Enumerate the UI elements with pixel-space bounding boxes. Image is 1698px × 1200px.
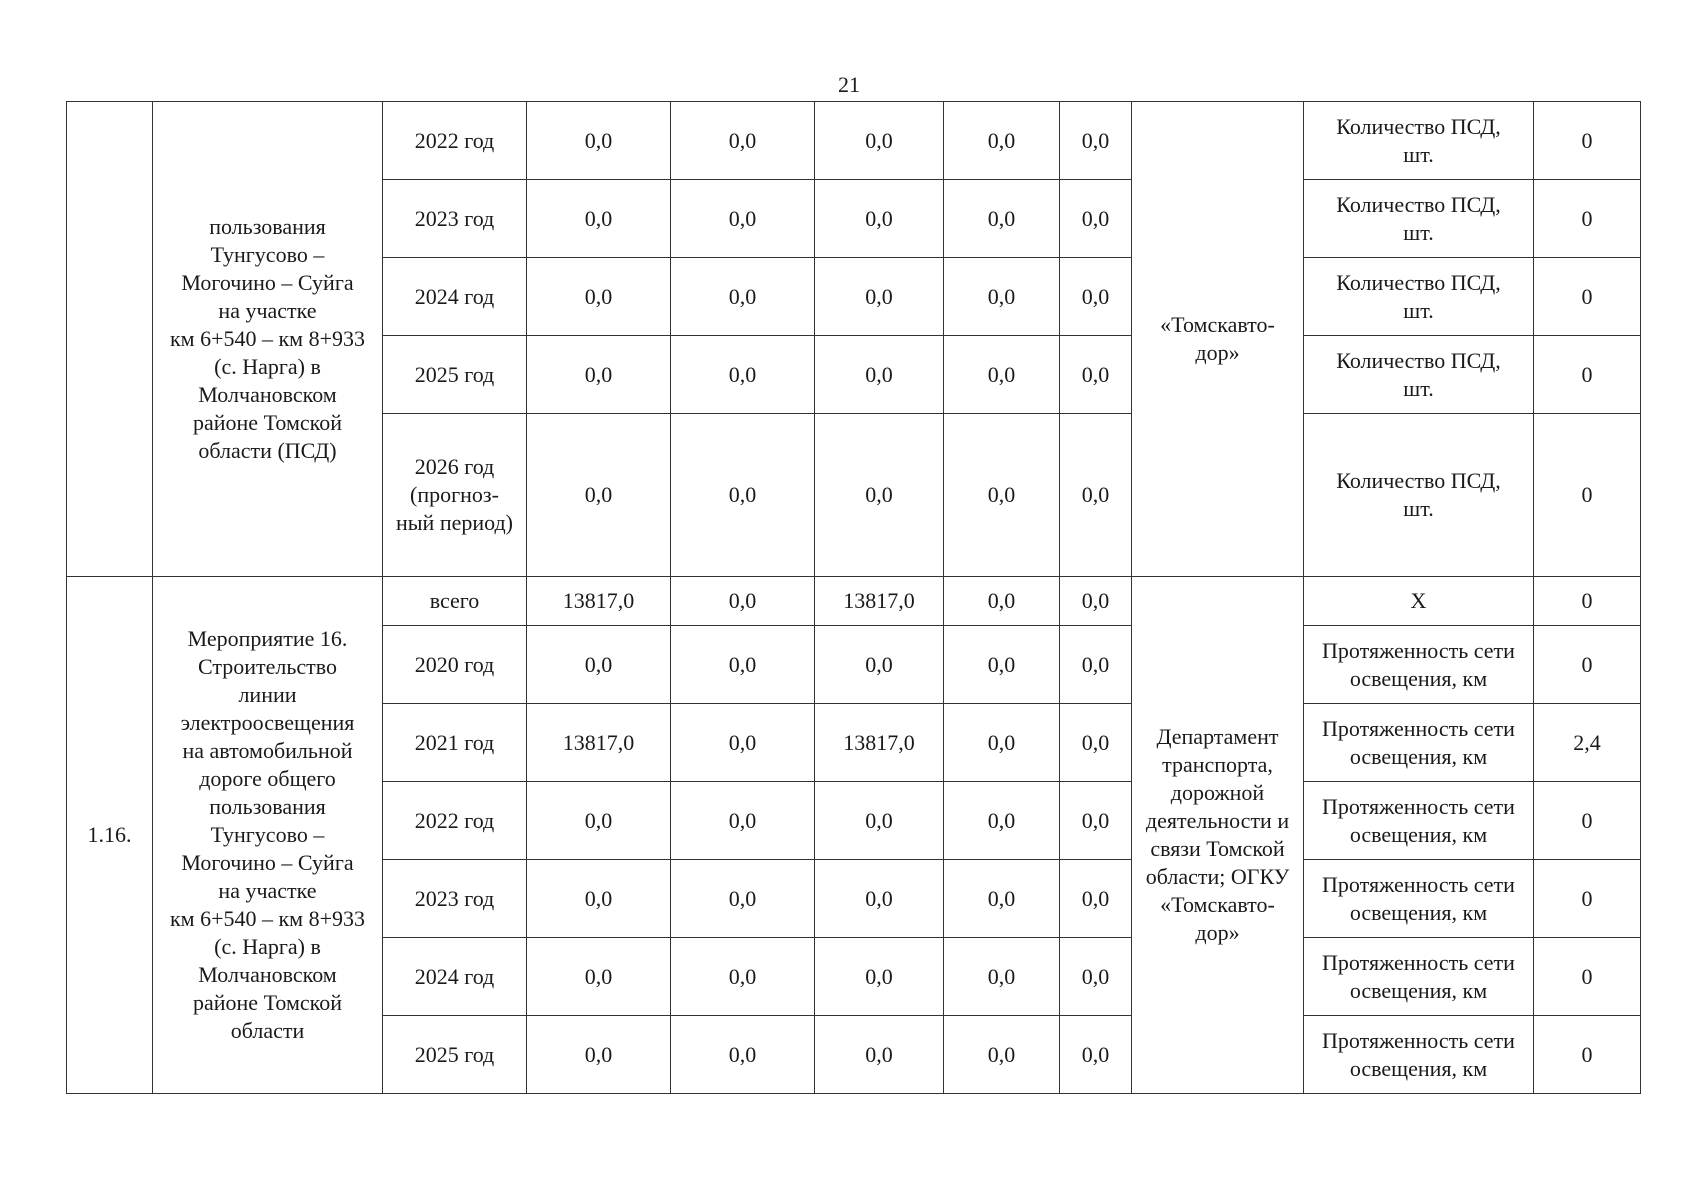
year-cell: 2024 год: [383, 938, 527, 1016]
value-cell: 0,0: [815, 102, 944, 180]
year-cell: 2024 год: [383, 258, 527, 336]
page-number: 21: [838, 72, 860, 97]
value-cell: 0,0: [527, 180, 671, 258]
value-cell: 0,0: [944, 577, 1060, 626]
indicator-cell: Количество ПСД, шт.: [1304, 258, 1534, 336]
indicator-cell: Протяженность сети освещения, км: [1304, 1016, 1534, 1094]
year-cell: 2026 год (прогноз- ный период): [383, 414, 527, 577]
value-cell: 0,0: [815, 258, 944, 336]
row-number-cell: [67, 102, 153, 577]
indicator-value-cell: 2,4: [1534, 704, 1641, 782]
indicator-value-cell: 0: [1534, 414, 1641, 577]
indicator-value-cell: 0: [1534, 782, 1641, 860]
value-cell: 0,0: [1060, 626, 1132, 704]
indicator-cell: Протяженность сети освещения, км: [1304, 626, 1534, 704]
year-cell: 2023 год: [383, 180, 527, 258]
value-cell: 0,0: [671, 102, 815, 180]
value-cell: 0,0: [527, 414, 671, 577]
value-cell: 0,0: [1060, 577, 1132, 626]
value-cell: 0,0: [527, 860, 671, 938]
year-cell: 2025 год: [383, 1016, 527, 1094]
indicator-cell: Количество ПСД, шт.: [1304, 414, 1534, 577]
value-cell: 0,0: [671, 180, 815, 258]
value-cell: 0,0: [944, 1016, 1060, 1094]
indicator-value-cell: 0: [1534, 102, 1641, 180]
value-cell: 0,0: [1060, 102, 1132, 180]
table-row: [67, 577, 1641, 626]
value-cell: 0,0: [671, 938, 815, 1016]
year-cell: 2020 год: [383, 626, 527, 704]
value-cell: 13817,0: [527, 577, 671, 626]
value-cell: 13817,0: [815, 704, 944, 782]
value-cell: 0,0: [815, 414, 944, 577]
value-cell: 0,0: [671, 577, 815, 626]
indicator-cell: Протяженность сети освещения, км: [1304, 938, 1534, 1016]
value-cell: 0,0: [1060, 938, 1132, 1016]
value-cell: 0,0: [671, 1016, 815, 1094]
value-cell: 0,0: [527, 626, 671, 704]
table-row: [67, 102, 1641, 180]
value-cell: 0,0: [1060, 860, 1132, 938]
value-cell: 0,0: [671, 258, 815, 336]
value-cell: 0,0: [527, 782, 671, 860]
value-cell: 0,0: [671, 860, 815, 938]
indicator-value-cell: 0: [1534, 860, 1641, 938]
program-table: [66, 101, 1641, 1094]
value-cell: 0,0: [671, 414, 815, 577]
value-cell: 0,0: [1060, 258, 1132, 336]
indicator-value-cell: 0: [1534, 180, 1641, 258]
indicator-cell: Количество ПСД, шт.: [1304, 180, 1534, 258]
year-cell: 2022 год: [383, 782, 527, 860]
value-cell: 0,0: [815, 180, 944, 258]
indicator-value-cell: 0: [1534, 258, 1641, 336]
value-cell: 0,0: [671, 336, 815, 414]
value-cell: 0,0: [527, 938, 671, 1016]
value-cell: 13817,0: [527, 704, 671, 782]
year-cell: 2025 год: [383, 336, 527, 414]
year-cell: всего: [383, 577, 527, 626]
value-cell: 0,0: [527, 102, 671, 180]
value-cell: 0,0: [944, 782, 1060, 860]
value-cell: 0,0: [944, 626, 1060, 704]
value-cell: 0,0: [815, 860, 944, 938]
indicator-cell: Количество ПСД, шт.: [1304, 336, 1534, 414]
value-cell: 0,0: [815, 782, 944, 860]
value-cell: 0,0: [527, 258, 671, 336]
indicator-cell: Х: [1304, 577, 1534, 626]
indicator-value-cell: 0: [1534, 1016, 1641, 1094]
value-cell: 0,0: [944, 336, 1060, 414]
value-cell: 0,0: [671, 782, 815, 860]
value-cell: 0,0: [944, 180, 1060, 258]
measure-description: пользования Тунгусово – Могочино – Суйга на участке км 6+540 – км 8+933 (с. Нарга) в Молчановском районе Томской области (ПСД): [153, 102, 383, 577]
indicator-cell: Количество ПСД, шт.: [1304, 102, 1534, 180]
value-cell: 0,0: [815, 626, 944, 704]
year-cell: 2023 год: [383, 860, 527, 938]
value-cell: 0,0: [1060, 704, 1132, 782]
value-cell: 0,0: [1060, 336, 1132, 414]
value-cell: 0,0: [815, 938, 944, 1016]
value-cell: 0,0: [815, 336, 944, 414]
value-cell: 0,0: [944, 102, 1060, 180]
value-cell: 0,0: [1060, 782, 1132, 860]
measure-description: Мероприятие 16. Строительство линии электроосвещения на автомобильной дороге общего пользования Тунгусово – Могочино – Суйга на участке км 6+540 – км 8+933 (с. Нарга) в Молчановском районе Томской области: [153, 577, 383, 1094]
value-cell: 0,0: [671, 626, 815, 704]
value-cell: 0,0: [944, 258, 1060, 336]
value-cell: 0,0: [1060, 1016, 1132, 1094]
indicator-value-cell: 0: [1534, 336, 1641, 414]
value-cell: 0,0: [944, 938, 1060, 1016]
value-cell: 0,0: [1060, 414, 1132, 577]
value-cell: 0,0: [527, 1016, 671, 1094]
value-cell: 0,0: [527, 336, 671, 414]
year-cell: 2022 год: [383, 102, 527, 180]
indicator-value-cell: 0: [1534, 577, 1641, 626]
indicator-cell: Протяженность сети освещения, км: [1304, 782, 1534, 860]
value-cell: 0,0: [1060, 180, 1132, 258]
value-cell: 13817,0: [815, 577, 944, 626]
indicator-cell: Протяженность сети освещения, км: [1304, 704, 1534, 782]
row-number-cell: 1.16.: [67, 577, 153, 1094]
value-cell: 0,0: [944, 414, 1060, 577]
year-cell: 2021 год: [383, 704, 527, 782]
executor-cell: «Томскавто- дор»: [1132, 102, 1304, 577]
executor-cell: Департамент транспорта, дорожной деятельности и связи Томской области; ОГКУ «Томскавто- дор»: [1132, 577, 1304, 1094]
value-cell: 0,0: [815, 1016, 944, 1094]
indicator-cell: Протяженность сети освещения, км: [1304, 860, 1534, 938]
value-cell: 0,0: [671, 704, 815, 782]
value-cell: 0,0: [944, 704, 1060, 782]
indicator-value-cell: 0: [1534, 938, 1641, 1016]
value-cell: 0,0: [944, 860, 1060, 938]
indicator-value-cell: 0: [1534, 626, 1641, 704]
